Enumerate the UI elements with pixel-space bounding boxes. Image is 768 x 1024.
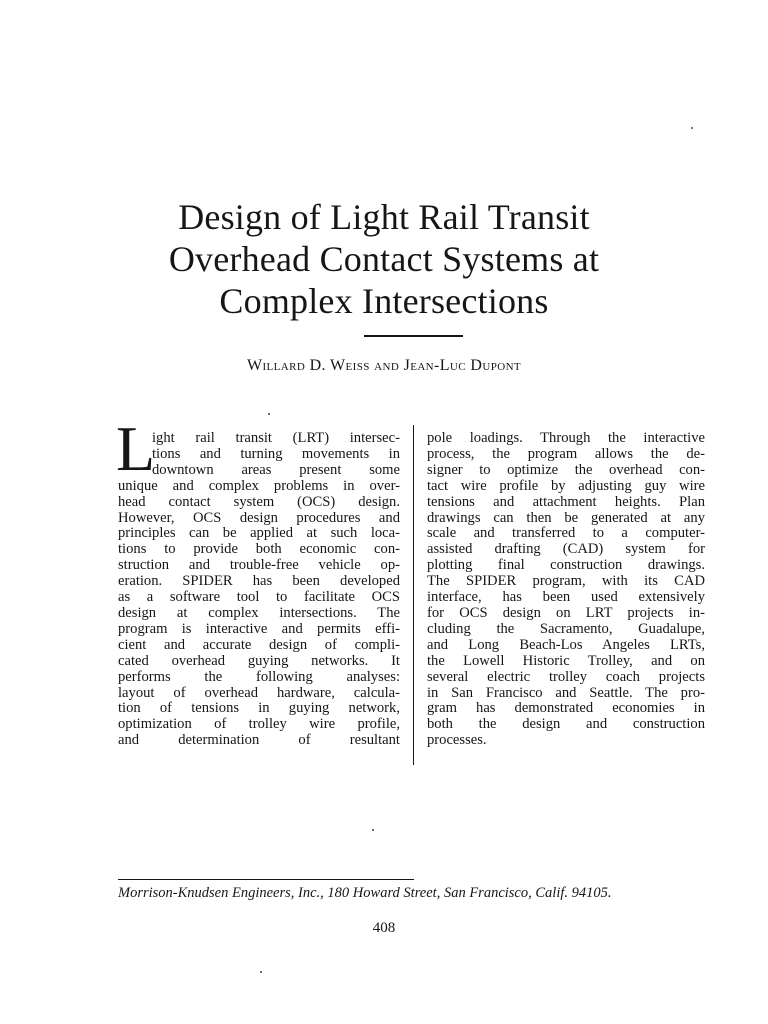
title-line-3: Complex Intersections [219, 281, 549, 321]
text-line: performs the following analyses: [118, 668, 400, 685]
paper-title [0, 196, 768, 322]
text-line: unique and complex problems in over- [118, 477, 400, 494]
text-line: drawings can then be generated at any [427, 509, 705, 526]
text-line: tions to provide both economic con- [118, 541, 400, 558]
abstract-right-column [427, 431, 705, 749]
text-line: ight rail transit (LRT) intersec- [152, 430, 400, 446]
text-line: pole loadings. Through the interactive [427, 430, 705, 446]
footnote-divider [118, 879, 414, 880]
text-line: several electric trolley coach projects [427, 668, 705, 685]
text-line: cated overhead guying networks. It [118, 652, 400, 669]
text-line: cient and accurate design of compli- [118, 636, 400, 653]
text-line: design at complex intersections. The [118, 604, 400, 621]
text-line: cluding the Sacramento, Guadalupe, [427, 620, 705, 637]
text-line: program is interactive and permits effi- [118, 620, 400, 637]
text-line: for OCS design on LRT projects in- [427, 604, 705, 621]
column-divider [413, 425, 414, 765]
scan-speck [691, 127, 693, 129]
scan-speck [260, 971, 262, 973]
text-line: head contact system (OCS) design. [118, 493, 400, 510]
text-line: scale and transferred to a computer- [427, 525, 705, 542]
text-line: tion of tensions in guying network, [118, 700, 400, 717]
text-line: the Lowell Historic Trolley, and on [427, 652, 705, 669]
text-line: plotting final construction drawings. [427, 557, 705, 574]
title-divider [364, 335, 463, 337]
text-line: eration. SPIDER has been developed [118, 573, 400, 590]
text-line: assisted drafting (CAD) system for [427, 541, 705, 558]
title-line-2: Overhead Contact Systems at [168, 239, 600, 279]
text-line: tensions and attachment heights. Plan [427, 493, 705, 510]
text-line: layout of overhead hardware, calcula- [118, 684, 400, 701]
text-line: struction and trouble-free vehicle op- [118, 557, 400, 574]
text-line: process, the program allows the de- [427, 445, 705, 462]
text-line: signer to optimize the overhead con- [427, 461, 705, 478]
text-line: optimization of trolley wire profile, [118, 716, 400, 733]
text-line: tions and turning movements in [152, 445, 400, 462]
title-line-1: Design of Light Rail Transit [178, 197, 590, 237]
text-line: However, OCS design procedures and [118, 509, 400, 526]
scan-speck [268, 413, 270, 415]
drop-cap: L [116, 413, 156, 484]
abstract-left-column [118, 431, 400, 749]
scan-speck [372, 829, 374, 831]
text-line: principles can be applied at such loca- [118, 525, 400, 542]
text-line: both the design and construction [427, 716, 705, 733]
author-line: Willard D. Weiss and Jean-Luc Dupont [246, 357, 522, 374]
text-line: as a software tool to facilitate OCS [118, 589, 400, 606]
affiliation-footnote: Morrison-Knudsen Engineers, Inc., 180 Howard Street, San Francisco, Calif. 94105. [118, 885, 612, 901]
text-line: interface, has been used extensively [427, 589, 705, 606]
text-line: tact wire profile by adjusting guy wire [427, 477, 705, 494]
text-line: The SPIDER program, with its CAD [427, 573, 705, 590]
text-line: in San Francisco and Seattle. The pro- [427, 684, 705, 701]
text-line: processes. [427, 732, 487, 749]
page-number: 408 [372, 920, 396, 936]
text-line: and Long Beach-Los Angeles LRTs, [427, 636, 705, 653]
text-line: and determination of resultant [118, 732, 400, 749]
text-line: downtown areas present some [152, 461, 400, 478]
text-line: gram has demonstrated economies in [427, 700, 705, 717]
